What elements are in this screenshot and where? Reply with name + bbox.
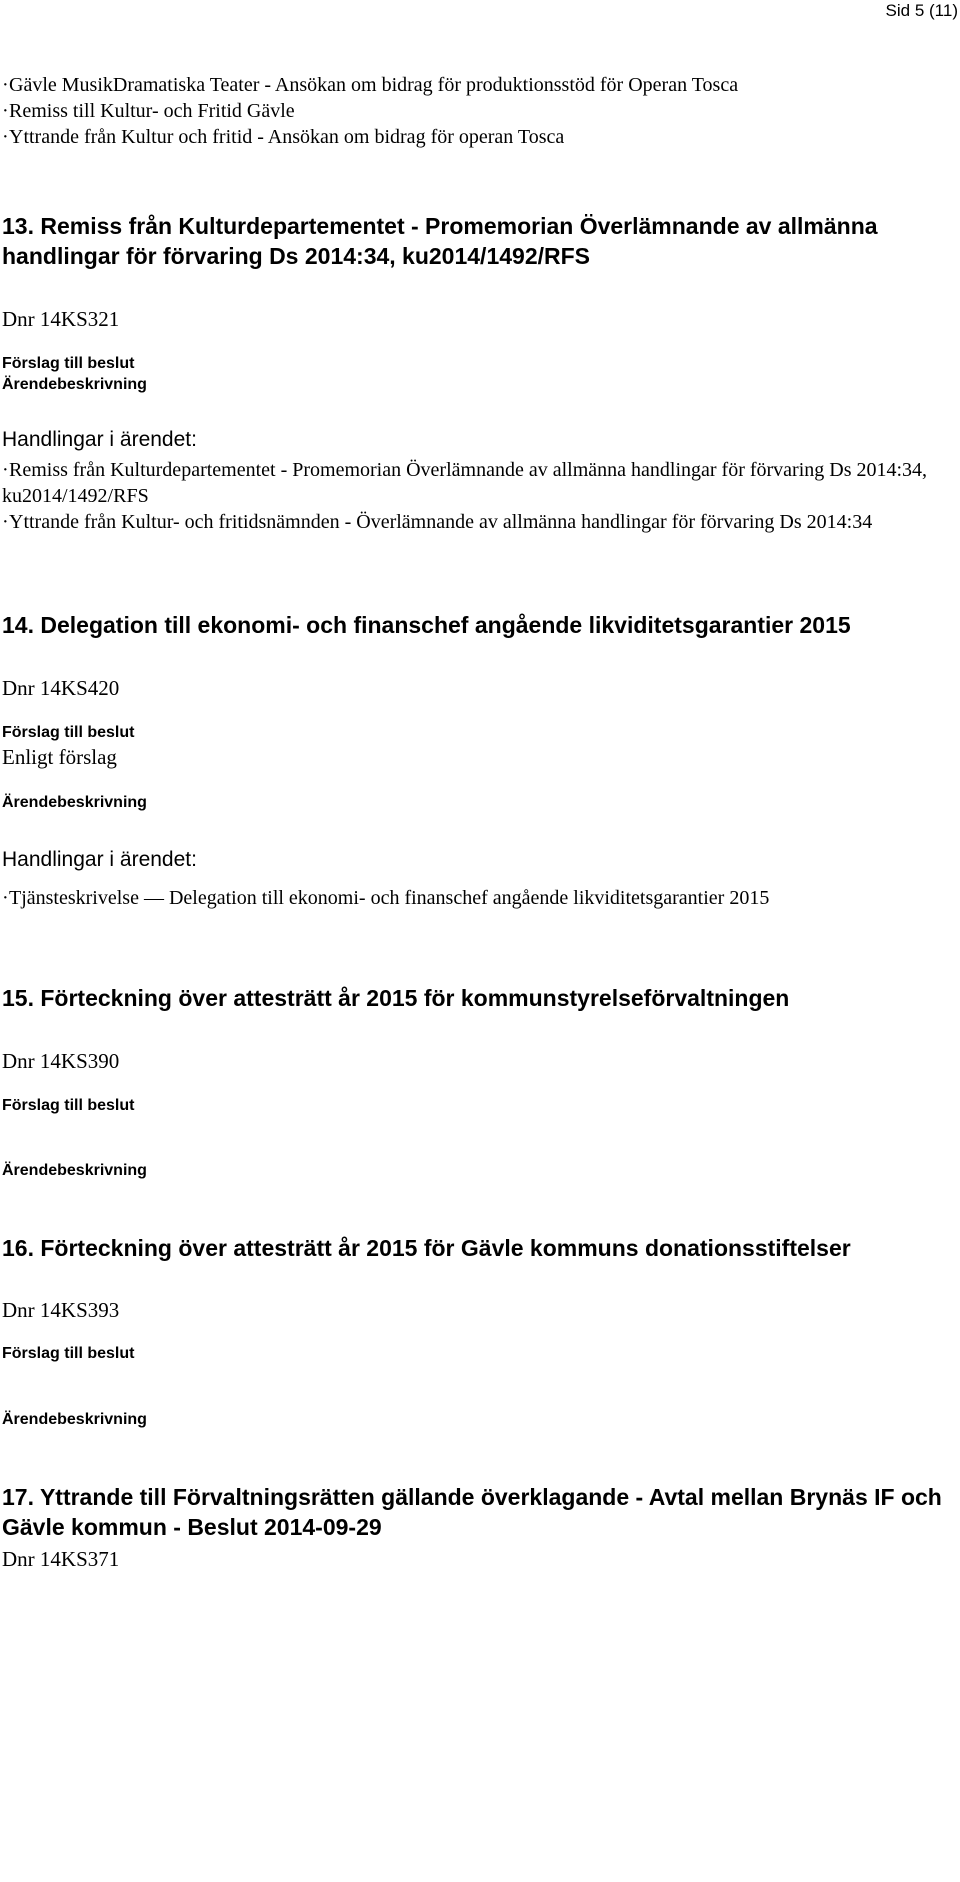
list-item: ·Yttrande från Kultur- och fritidsnämnden - Överlämnande av allmänna handlingar för förvaring Ds 2014:34 bbox=[2, 511, 873, 533]
agenda-item-17 bbox=[2, 1482, 957, 1542]
item-title: 15. Förteckning över attesträtt år 2015 för kommunstyrelseförvaltningen bbox=[2, 985, 790, 1011]
documents-list bbox=[2, 885, 957, 911]
item-title: 17. Yttrande till Förvaltningsrätten gällande överklagande - Avtal mellan Brynäs IF och Gävle kommun - Beslut 2014-09-29 bbox=[2, 1484, 942, 1540]
list-item: ·Yttrande från Kultur och fritid - Ansökan om bidrag för operan Tosca bbox=[2, 126, 565, 148]
arende-heading: Ärendebeskrivning bbox=[2, 376, 147, 393]
dnr-label: Dnr 14KS393 bbox=[2, 1298, 120, 1322]
item-title: 14. Delegation till ekonomi- och finanschef angående likviditetsgarantier 2015 bbox=[2, 612, 851, 638]
dnr-label: Dnr 14KS420 bbox=[2, 676, 120, 700]
arende-heading: Ärendebeskrivning bbox=[2, 1162, 147, 1179]
forslag-heading: Förslag till beslut bbox=[2, 355, 135, 372]
intro-list bbox=[2, 72, 957, 150]
page-number: Sid 5 (11) bbox=[885, 1, 958, 20]
forslag-heading: Förslag till beslut bbox=[2, 1345, 135, 1362]
agenda-item-13 bbox=[2, 211, 957, 271]
handlingar-heading: Handlingar i ärendet: bbox=[2, 848, 197, 871]
agenda-item-16 bbox=[2, 1233, 957, 1263]
dnr-label: Dnr 14KS390 bbox=[2, 1049, 120, 1073]
dnr-label: Dnr 14KS321 bbox=[2, 307, 120, 331]
documents-list bbox=[2, 457, 957, 535]
agenda-item-15 bbox=[2, 983, 957, 1013]
decision-text: Enligt förslag bbox=[2, 745, 117, 769]
list-item: ·Remiss till Kultur- och Fritid Gävle bbox=[2, 100, 295, 122]
forslag-heading: Förslag till beslut bbox=[2, 724, 135, 741]
item-title: 16. Förteckning över attesträtt år 2015 för Gävle kommuns donationsstiftelser bbox=[2, 1235, 851, 1261]
agenda-item-14 bbox=[2, 610, 957, 640]
handlingar-heading: Handlingar i ärendet: bbox=[2, 428, 197, 451]
dnr-label: Dnr 14KS371 bbox=[2, 1547, 120, 1571]
arende-heading: Ärendebeskrivning bbox=[2, 1411, 147, 1428]
forslag-heading: Förslag till beslut bbox=[2, 1097, 135, 1114]
arende-heading: Ärendebeskrivning bbox=[2, 794, 147, 811]
list-item: ·Tjänsteskrivelse — Delegation till ekonomi- och finanschef angående likviditetsgarantier 2015 bbox=[2, 887, 770, 909]
list-item: ·Remiss från Kulturdepartementet - Promemorian Överlämnande av allmänna handlingar för förvaring Ds 2014:34, ku2014/1492/RFS bbox=[2, 459, 928, 507]
item-title: 13. Remiss från Kulturdepartementet - Promemorian Överlämnande av allmänna handlingar för förvaring Ds 2014:34, ku2014/1492/RFS bbox=[2, 213, 878, 269]
list-item: ·Gävle MusikDramatiska Teater - Ansökan om bidrag för produktionsstöd för Operan Tosca bbox=[2, 74, 739, 96]
